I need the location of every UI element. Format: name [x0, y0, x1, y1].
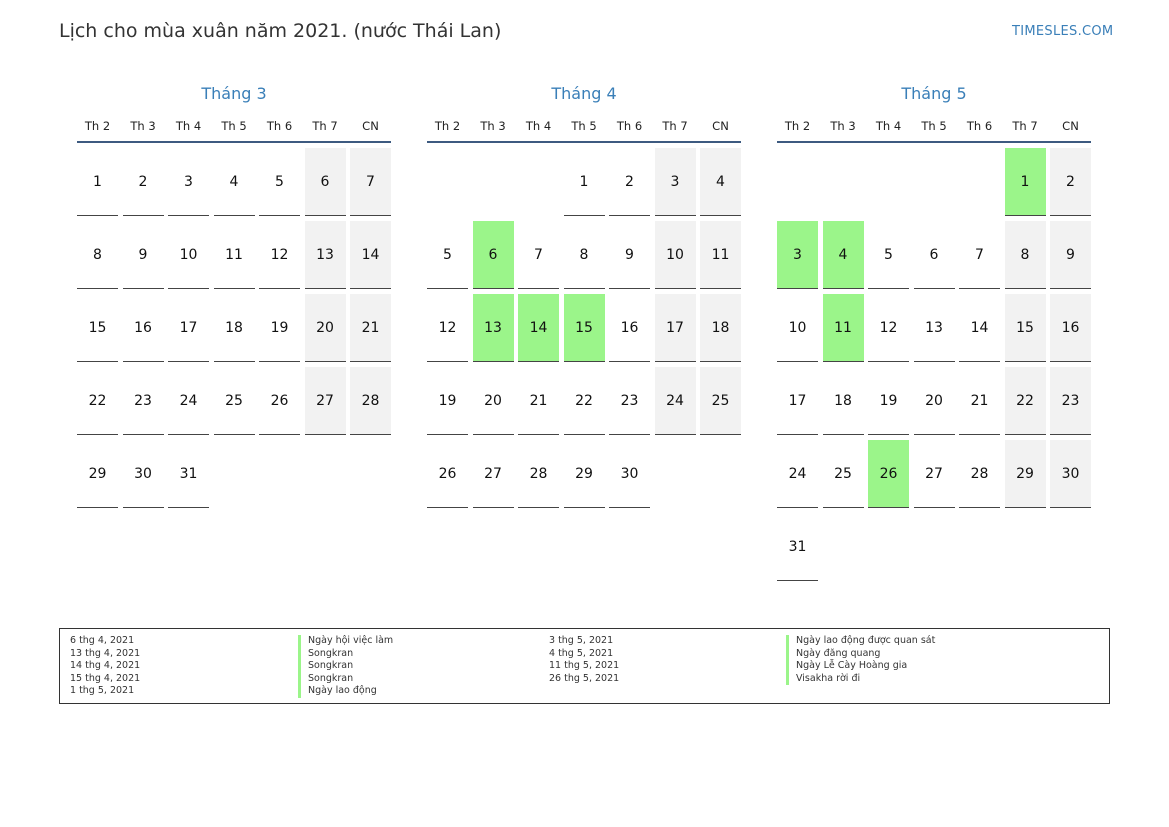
day-cell[interactable]: 25 [823, 440, 864, 508]
day-cell[interactable]: 9 [123, 221, 164, 289]
day-cell[interactable]: 1 [77, 148, 118, 216]
day-cell[interactable]: 19 [427, 367, 468, 435]
day-cell[interactable]: 28 [959, 440, 1000, 508]
day-cell[interactable]: 28 [350, 367, 391, 435]
day-cell[interactable]: 19 [259, 294, 300, 362]
legend-holiday-name: Visakha rời đi [786, 673, 860, 686]
weekday-header: Th 3 [130, 119, 156, 133]
day-cell[interactable]: 29 [77, 440, 118, 508]
day-cell[interactable]: 5 [259, 148, 300, 216]
day-cell[interactable]: 16 [609, 294, 650, 362]
day-cell[interactable]: 16 [123, 294, 164, 362]
day-cell[interactable]: 15 [564, 294, 605, 362]
day-cell[interactable]: 15 [77, 294, 118, 362]
legend-date: 11 thg 5, 2021 [549, 660, 620, 671]
day-cell[interactable]: 2 [1050, 148, 1091, 216]
day-cell[interactable]: 17 [655, 294, 696, 362]
legend-holiday-name: Ngày hội việc làm [298, 635, 393, 648]
legend-holiday-name: Songkran [298, 660, 353, 673]
day-cell[interactable]: 19 [868, 367, 909, 435]
day-cell[interactable]: 10 [777, 294, 818, 362]
day-cell[interactable]: 26 [427, 440, 468, 508]
day-cell[interactable]: 5 [427, 221, 468, 289]
day-cell[interactable]: 14 [959, 294, 1000, 362]
day-cell[interactable]: 27 [473, 440, 514, 508]
day-cell[interactable]: 17 [168, 294, 209, 362]
weekday-header: Th 4 [875, 119, 902, 133]
day-cell[interactable]: 1 [564, 148, 605, 216]
day-cell[interactable]: 3 [168, 148, 209, 216]
day-cell[interactable]: 31 [168, 440, 209, 508]
day-cell[interactable]: 6 [305, 148, 346, 216]
day-cell[interactable]: 2 [609, 148, 650, 216]
day-cell[interactable]: 8 [77, 221, 118, 289]
day-cell[interactable]: 2 [123, 148, 164, 216]
day-cell[interactable]: 16 [1050, 294, 1091, 362]
legend-holiday-name: Songkran [298, 673, 353, 686]
weekday-header: CN [362, 119, 379, 133]
day-cell[interactable]: 12 [427, 294, 468, 362]
day-cell[interactable]: 4 [700, 148, 741, 216]
weekday-header: Th 2 [434, 119, 461, 133]
weekday-header: Th 4 [525, 119, 552, 133]
day-cell[interactable]: 7 [350, 148, 391, 216]
day-cell[interactable]: 30 [609, 440, 650, 508]
legend-holiday-name: Ngày đăng quang [786, 648, 880, 661]
day-cell[interactable]: 12 [259, 221, 300, 289]
day-cell[interactable]: 30 [1050, 440, 1091, 508]
holiday-legend [59, 628, 1110, 704]
day-cell[interactable]: 4 [214, 148, 255, 216]
day-cell[interactable]: 20 [914, 367, 955, 435]
day-cell[interactable]: 25 [214, 367, 255, 435]
legend-date: 3 thg 5, 2021 [549, 635, 614, 646]
month-title: Tháng 5 [901, 84, 967, 103]
month-title: Tháng 3 [201, 84, 267, 103]
day-cell[interactable]: 7 [518, 221, 559, 289]
day-cell[interactable]: 13 [473, 294, 514, 362]
weekday-header: Th 5 [571, 119, 597, 133]
header-rule [777, 141, 1091, 143]
day-cell[interactable]: 6 [473, 221, 514, 289]
weekday-header: Th 2 [84, 119, 111, 133]
day-cell[interactable]: 28 [518, 440, 559, 508]
weekday-header: CN [712, 119, 729, 133]
day-cell[interactable]: 21 [518, 367, 559, 435]
weekday-header: Th 5 [921, 119, 947, 133]
weekday-header: CN [1062, 119, 1079, 133]
day-cell[interactable]: 14 [350, 221, 391, 289]
weekday-header: Th 6 [266, 119, 293, 133]
legend-date: 15 thg 4, 2021 [70, 672, 141, 684]
day-cell[interactable]: 29 [564, 440, 605, 508]
day-cell[interactable]: 21 [959, 367, 1000, 435]
day-cell[interactable]: 8 [1005, 221, 1046, 289]
legend-date: 26 thg 5, 2021 [549, 672, 620, 684]
day-cell[interactable]: 15 [1005, 294, 1046, 362]
weekday-header: Th 6 [966, 119, 993, 133]
weekday-header: Th 7 [1012, 119, 1038, 133]
day-cell[interactable]: 18 [214, 294, 255, 362]
day-cell[interactable]: 1 [1005, 148, 1046, 216]
day-cell[interactable]: 26 [259, 367, 300, 435]
day-cell[interactable]: 23 [609, 367, 650, 435]
day-cell[interactable]: 24 [777, 440, 818, 508]
legend-date: 1 thg 5, 2021 [70, 685, 135, 696]
day-cell[interactable]: 5 [868, 221, 909, 289]
legend-holiday-name: Ngày lao động [298, 685, 377, 698]
month-title: Tháng 4 [551, 84, 617, 103]
day-cell[interactable]: 27 [305, 367, 346, 435]
day-cell[interactable]: 26 [868, 440, 909, 508]
day-cell[interactable]: 31 [777, 513, 818, 581]
day-cell[interactable]: 22 [564, 367, 605, 435]
day-cell[interactable]: 20 [305, 294, 346, 362]
day-cell[interactable]: 11 [214, 221, 255, 289]
page-title: Lịch cho mùa xuân năm 2021. (nước Thái Lan) [59, 20, 502, 42]
day-cell[interactable]: 30 [123, 440, 164, 508]
day-cell[interactable]: 14 [518, 294, 559, 362]
day-cell[interactable]: 18 [700, 294, 741, 362]
legend-holiday-name: Ngày Lễ Cày Hoàng gia [786, 660, 907, 673]
day-cell[interactable]: 6 [914, 221, 955, 289]
legend-date: 4 thg 5, 2021 [549, 647, 614, 659]
legend-holiday-name: Songkran [298, 648, 353, 661]
day-cell[interactable]: 22 [1005, 367, 1046, 435]
day-cell[interactable]: 3 [777, 221, 818, 289]
day-cell[interactable]: 11 [823, 294, 864, 362]
header-rule [77, 141, 391, 143]
day-cell[interactable]: 10 [655, 221, 696, 289]
header-rule [427, 141, 741, 143]
day-cell[interactable]: 23 [1050, 367, 1091, 435]
day-cell[interactable]: 7 [959, 221, 1000, 289]
weekday-header: Th 7 [312, 119, 338, 133]
weekday-header: Th 3 [830, 119, 856, 133]
day-cell[interactable]: 13 [305, 221, 346, 289]
day-cell[interactable]: 4 [823, 221, 864, 289]
legend-date: 14 thg 4, 2021 [70, 660, 141, 671]
day-cell[interactable]: 18 [823, 367, 864, 435]
weekday-header: Th 7 [662, 119, 688, 133]
day-cell[interactable]: 3 [655, 148, 696, 216]
day-cell[interactable]: 23 [123, 367, 164, 435]
weekday-header: Th 6 [616, 119, 643, 133]
day-cell[interactable]: 24 [168, 367, 209, 435]
weekday-header: Th 2 [784, 119, 811, 133]
day-cell[interactable]: 25 [700, 367, 741, 435]
day-cell[interactable]: 29 [1005, 440, 1046, 508]
day-cell[interactable]: 17 [777, 367, 818, 435]
legend-date: 6 thg 4, 2021 [70, 635, 135, 646]
day-cell[interactable]: 9 [1050, 221, 1091, 289]
day-cell[interactable]: 24 [655, 367, 696, 435]
legend-date: 13 thg 4, 2021 [70, 647, 141, 659]
weekday-header: Th 3 [480, 119, 506, 133]
legend-holiday-name: Ngày lao động được quan sát [786, 635, 935, 648]
day-cell[interactable]: 11 [700, 221, 741, 289]
day-cell[interactable]: 21 [350, 294, 391, 362]
site-link[interactable]: TIMESLES.COM [1012, 24, 1114, 39]
weekday-header: Th 5 [221, 119, 247, 133]
day-cell[interactable]: 12 [868, 294, 909, 362]
day-cell[interactable]: 27 [914, 440, 955, 508]
weekday-header: Th 4 [175, 119, 202, 133]
day-cell[interactable]: 9 [609, 221, 650, 289]
day-cell[interactable]: 13 [914, 294, 955, 362]
day-cell[interactable]: 8 [564, 221, 605, 289]
day-cell[interactable]: 20 [473, 367, 514, 435]
day-cell[interactable]: 10 [168, 221, 209, 289]
day-cell[interactable]: 22 [77, 367, 118, 435]
